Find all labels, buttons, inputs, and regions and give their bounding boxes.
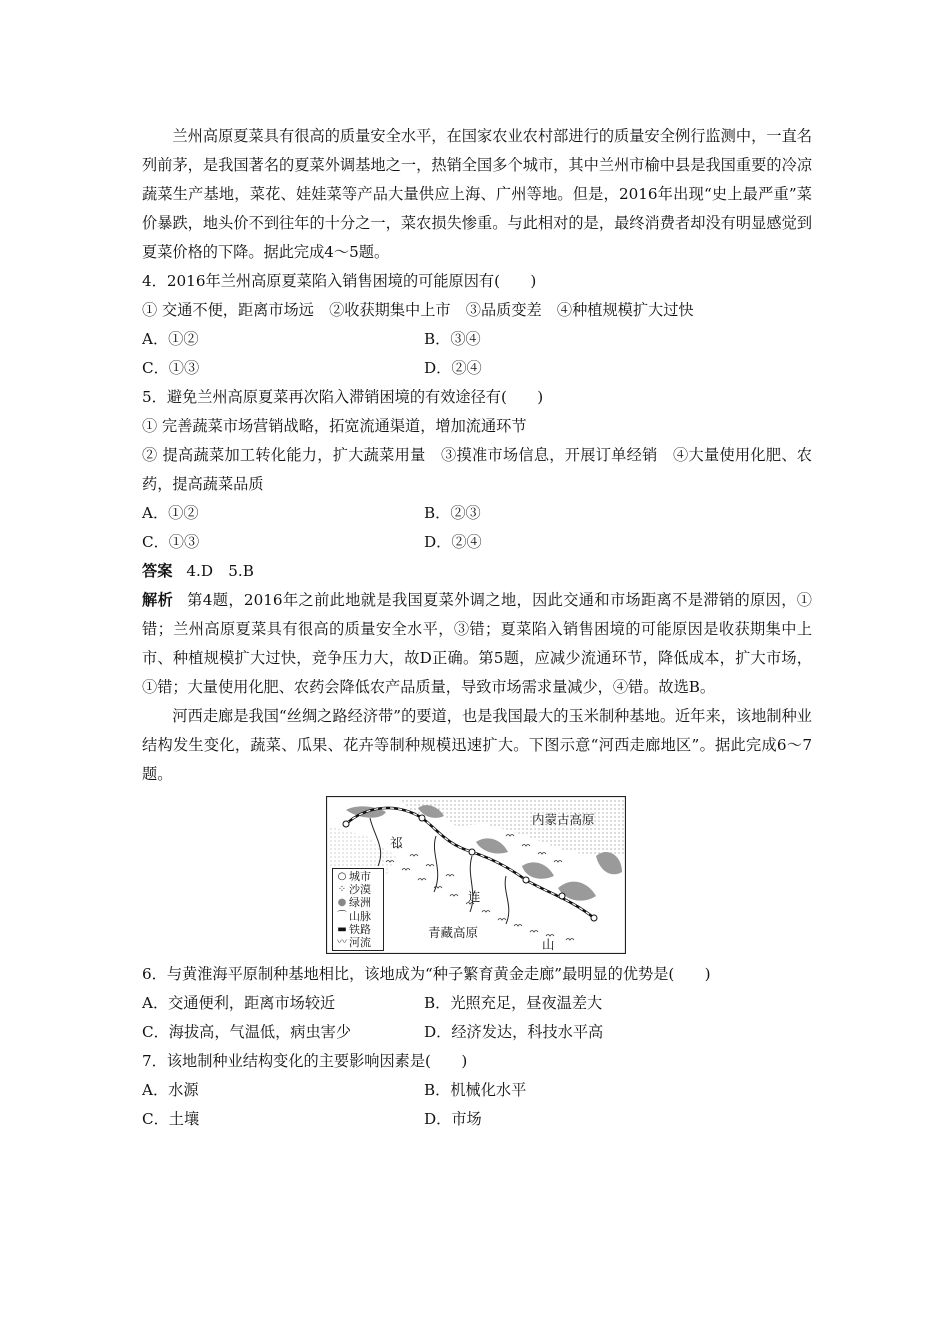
question-4-options-row-2 [142, 354, 812, 383]
question-6-option-a[interactable]: A．交通便利，距离市场较近 [142, 994, 336, 1012]
question-7-stem: 7．该地制种业结构变化的主要影响因素是( ) [142, 1052, 468, 1070]
document-page [142, 122, 812, 1134]
map-legend [332, 868, 384, 951]
question-5-option-b[interactable]: B．②③ [424, 504, 481, 522]
answer-label: 答案 [142, 562, 173, 580]
map-label-qinghai-tibet: 青藏高原 [428, 925, 479, 940]
answer-line [142, 557, 812, 586]
hexi-corridor-map [326, 796, 626, 954]
question-4-option-b[interactable]: B．③④ [424, 330, 481, 348]
question-7-option-d[interactable]: D．市场 [424, 1110, 482, 1128]
city-icon: ○ [337, 871, 347, 882]
railway-icon: ▬ [337, 923, 347, 935]
question-7-options-row-2 [142, 1105, 812, 1134]
question-7-option-a[interactable]: A．水源 [142, 1081, 199, 1099]
legend-city: ○ 城市 [335, 870, 381, 883]
map-label-shan: 山 [542, 937, 555, 952]
legend-mountain: ⌒ 山脉 [337, 909, 371, 923]
legend-river: 〰 河流 [337, 936, 371, 950]
question-4-options-row-1 [142, 325, 812, 354]
legend-oasis: ● 绿洲 [335, 896, 381, 909]
question-6-stem: 6．与黄淮海平原制种基地相比，该地成为“种子繁育黄金走廊”最明显的优势是( ) [142, 965, 711, 983]
analysis-paragraph [142, 586, 812, 702]
river-icon: 〰 [337, 937, 347, 949]
question-5-options-row-1 [142, 499, 812, 528]
question-4-option-c[interactable]: C．①③ [142, 359, 200, 377]
question-6-option-b[interactable]: B．光照充足，昼夜温差大 [424, 994, 603, 1012]
question-5-options-row-2 [142, 528, 812, 557]
desert-icon: ⁘ [337, 884, 347, 896]
passage-hexi: 河西走廊是我国“丝绸之路经济带”的要道，也是我国最大的玉米制种基地。近年来，该地制种业结构发生变化，蔬菜、瓜果、花卉等制种规模迅速扩大。下图示意“河西走廊地区”。据此完成6～7题。 [142, 707, 812, 783]
map-label-lian: 连 [468, 889, 481, 904]
question-5-option-c[interactable]: C．①③ [142, 533, 200, 551]
question-5-statement-1: ① 完善蔬菜市场营销战略，拓宽流通渠道，增加流通环节 [142, 417, 527, 435]
analysis-text: 第4题，2016年之前此地就是我国夏菜外调之地，因此交通和市场距离不是滞销的原因，①错；兰州高原夏菜具有很高的质量安全水平，③错；夏菜陷入销售困境的可能原因是收获期集中上市、种植规模扩大过快，竞争压力大，故D正确。第5题，应减少流通环节，降低成本，扩大市场，①错；大量使用化肥、农药会降低农产品质量，导致市场需求量减少，④错。故选B。 [142, 591, 812, 696]
passage-lanzhou: 兰州高原夏菜具有很高的质量安全水平，在国家农业农村部进行的质量安全例行监测中，一直名列前茅，是我国著名的夏菜外调基地之一，热销全国多个城市，其中兰州市榆中县是我国重要的冷凉蔬菜生产基地，菜花、娃娃菜等产品大量供应上海、广州等地。但是，2016年出现“史上最严重”菜价暴跌，地头价不到往年的十分之一，菜农损失惨重。与此相对的是，最终消费者却没有明显感觉到夏菜价格的下降。据此完成4～5题。 [142, 127, 812, 261]
oasis-icon: ● [337, 897, 347, 909]
question-5-option-a[interactable]: A．①② [142, 504, 199, 522]
question-5-statement-2: ② 提高蔬菜加工转化能力，扩大蔬菜用量 ③摸准市场信息，开展订单经销 ④大量使用化肥、农药，提高蔬菜品质 [142, 446, 812, 493]
question-5-option-d[interactable]: D．②④ [424, 533, 482, 551]
mountain-icon: ⌒ [337, 910, 347, 922]
question-4-option-a[interactable]: A．①② [142, 330, 199, 348]
question-7-option-b[interactable]: B．机械化水平 [424, 1081, 527, 1099]
question-6-options-row-1 [142, 989, 812, 1018]
question-6-option-c[interactable]: C．海拔高，气温低，病虫害少 [142, 1023, 352, 1041]
legend-desert: ⁘ 沙漠 [335, 883, 381, 896]
question-4-option-d[interactable]: D．②④ [424, 359, 482, 377]
map-label-qi: 祁 [390, 835, 403, 850]
question-4-stem: 4．2016年兰州高原夏菜陷入销售困境的可能原因有( ) [142, 272, 537, 290]
question-5-stem: 5．避免兰州高原夏菜再次陷入滞销困境的有效途径有( ) [142, 388, 544, 406]
analysis-label: 解析 [142, 591, 174, 609]
question-7-option-c[interactable]: C．土壤 [142, 1110, 200, 1128]
question-6-option-d[interactable]: D．经济发达，科技水平高 [424, 1023, 604, 1041]
answer-text: 4.D 5.B [186, 562, 254, 580]
question-6-options-row-2 [142, 1018, 812, 1047]
legend-railway: ▬ 铁路 [335, 923, 381, 936]
map-label-inner-mongolia: 内蒙古高原 [532, 812, 595, 827]
question-7-options-row-1 [142, 1076, 812, 1105]
question-4-statements: ① 交通不便，距离市场远 ②收获期集中上市 ③品质变差 ④种植规模扩大过快 [142, 301, 694, 319]
